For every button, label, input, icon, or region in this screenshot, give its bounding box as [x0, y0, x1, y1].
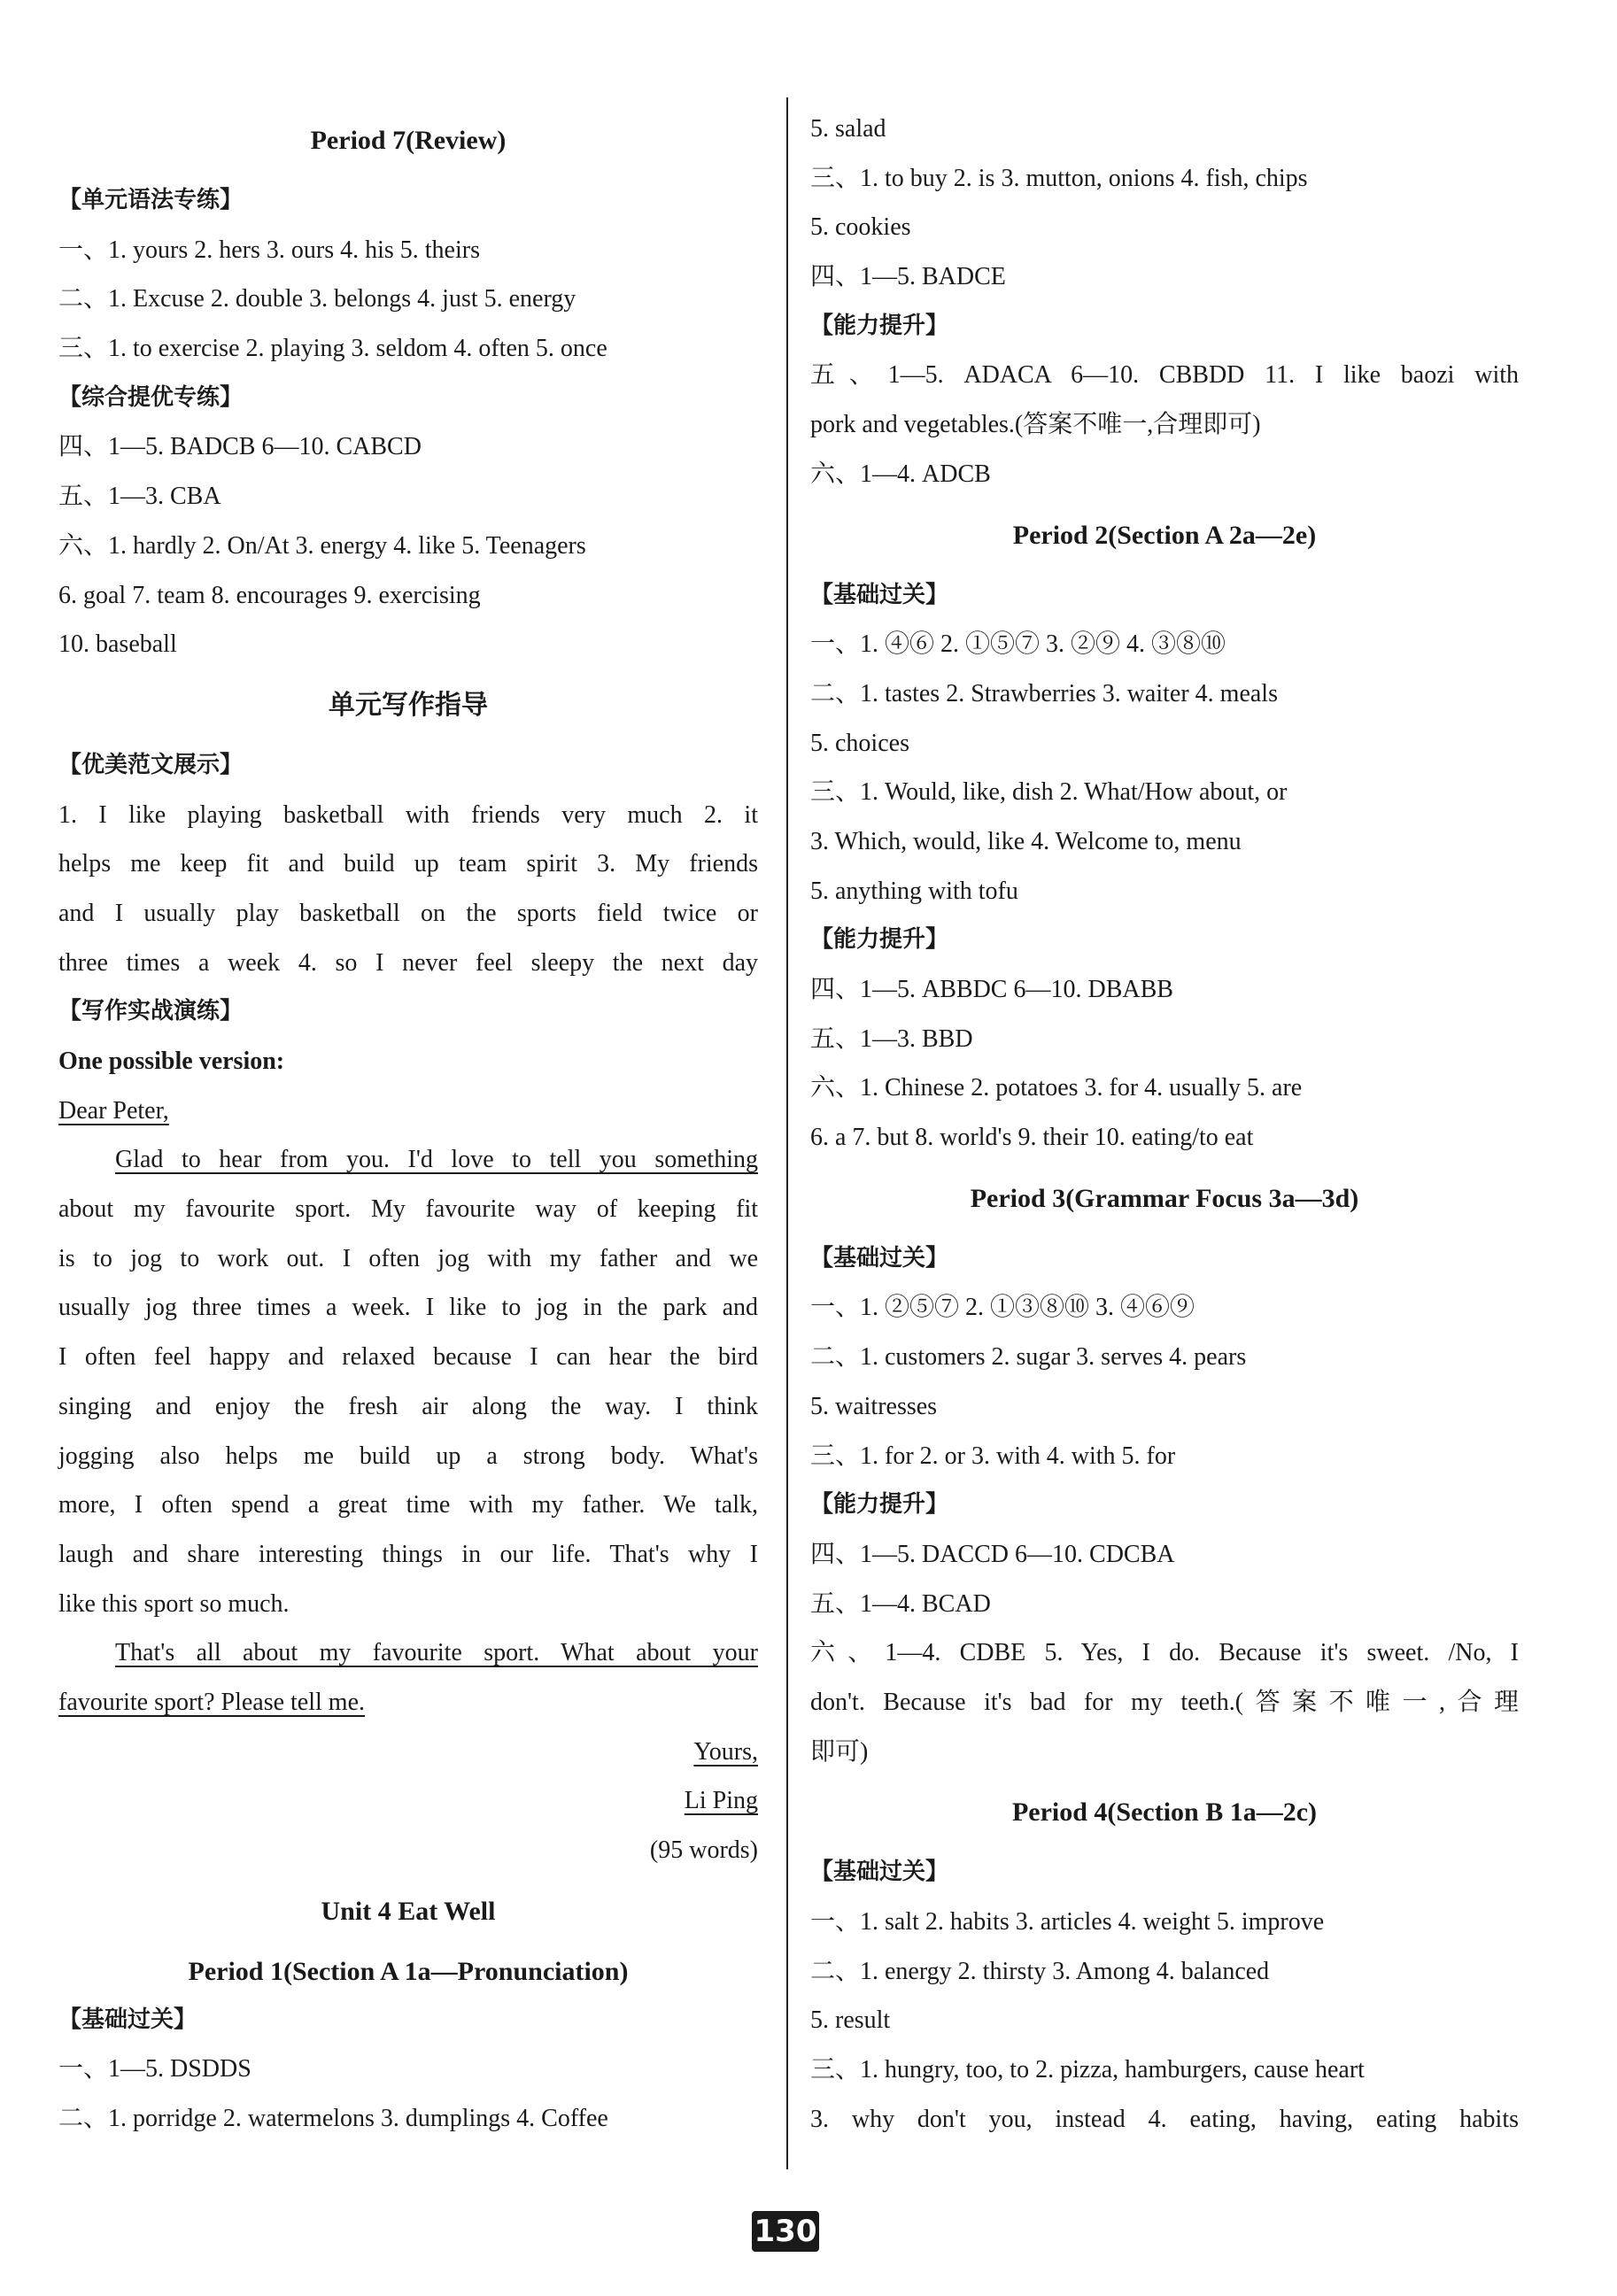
answer-line: 三、1. Would, like, dish 2. What/How about, or	[810, 778, 1288, 807]
answer-line: 5. salad	[810, 115, 886, 143]
answer-line: One possible version:	[58, 1048, 285, 1075]
answer-line: 5. waitresses	[810, 1392, 938, 1420]
right-column	[810, 104, 1519, 2144]
section-heading: 【基础过关】	[810, 581, 949, 608]
answer-line: 6. a 7. but 8. world's 9. their 10. eating/to eat	[810, 1124, 1254, 1152]
answer-line: 六、1. Chinese 2. potatoes 3. for 4. usually 5. are	[810, 1074, 1303, 1102]
section-heading: 【单元语法专练】	[58, 187, 244, 213]
section-heading: 【基础过关】	[810, 1859, 949, 1886]
page-number: 130	[752, 2211, 819, 2252]
section-title: Period 2(Section A 2a—2e)	[1012, 520, 1317, 550]
section-title: Period 3(Grammar Focus 3a—3d)	[970, 1183, 1359, 1213]
answer-line: and I usually play basketball on the sports field twice or	[58, 899, 758, 927]
answer-line: helps me keep fit and build up team spirit 3. My friends	[58, 850, 758, 878]
answer-line: Glad to hear from you. I'd love to tell you something	[115, 1146, 758, 1174]
section-subtitle: Period 1(Section A 1a—Pronunciation)	[188, 1956, 629, 1986]
answer-line: 五、1—5. ADACA 6—10. CBBDD 11. I like baozi with	[810, 361, 1519, 390]
answer-line: 5. result	[810, 2006, 891, 2035]
answer-line: I often feel happy and relaxed because I can hear the bird	[58, 1343, 758, 1372]
section-heading: 【写作实战演练】	[58, 998, 244, 1025]
section-title: 单元写作指导	[329, 690, 488, 720]
answer-line: about my favourite sport. My favourite way of keeping fit	[58, 1195, 758, 1224]
answer-line: 五、1—3. BBD	[810, 1024, 973, 1053]
section-title: Period 4(Section B 1a—2c)	[1011, 1797, 1318, 1828]
answer-line: 一、1—5. DSDDS	[58, 2055, 251, 2083]
answer-line: jogging also helps me build up a strong body. What's	[58, 1442, 758, 1470]
section-heading: 【能力提升】	[810, 926, 949, 954]
answer-line: 二、1. energy 2. thirsty 3. Among 4. balanced	[810, 1957, 1270, 1985]
answer-line: 二、1. porridge 2. watermelons 3. dumplings 4. Coffee	[58, 2105, 608, 2133]
section-heading: 【能力提升】	[810, 312, 949, 339]
answer-line: Dear Peter,	[58, 1096, 169, 1125]
answer-line: 三、1. for 2. or 3. with 4. with 5. for	[810, 1442, 1176, 1470]
answer-line: 1. I like playing basketball with friends very much 2. it	[58, 800, 758, 829]
answer-line: 二、1. tastes 2. Strawberries 3. waiter 4. meals	[810, 679, 1278, 707]
left-column	[58, 104, 758, 2144]
answer-line: 四、1—5. BADCE	[810, 263, 1006, 291]
answer-line: 六、1—4. ADCB	[810, 460, 991, 488]
answer-line: 一、1. ④⑥ 2. ①⑤⑦ 3. ②⑨ 4. ③⑧⑩	[810, 630, 1226, 659]
answer-line: 三、1. to exercise 2. playing 3. seldom 4. often 5. once	[58, 335, 607, 363]
section-title: Period 7(Review)	[310, 126, 507, 155]
answer-line: 即可)	[810, 1737, 869, 1766]
answer-line: 三、1. to buy 2. is 3. mutton, onions 4. fish, chips	[810, 164, 1308, 192]
answer-line: laugh and share interesting things in our life. That's why I	[58, 1540, 758, 1568]
answer-line: 10. baseball	[58, 630, 177, 659]
answer-line: 3. why don't you, instead 4. eating, having, eating habits	[810, 2105, 1519, 2133]
answer-line: 六、1—4. CDBE 5. Yes, I do. Because it's sweet. /No, I	[810, 1639, 1519, 1667]
answer-line: 5. choices	[810, 729, 909, 757]
answer-line: That's all about my favourite sport. What about your	[115, 1639, 758, 1667]
answer-line: like this sport so much.	[58, 1589, 290, 1618]
section-heading: 【基础过关】	[810, 1244, 949, 1272]
answer-line: 四、1—5. BADCB 6—10. CABCD	[58, 433, 422, 461]
answer-line: 一、1. salt 2. habits 3. articles 4. weight 5. improve	[810, 1908, 1325, 1936]
answer-line: 五、1—4. BCAD	[810, 1589, 991, 1618]
answer-line: 二、1. Excuse 2. double 3. belongs 4. just 5. energy	[58, 285, 576, 313]
answer-line: don't. Because it's bad for my teeth.(答案不唯一,合理	[810, 1688, 1519, 1716]
answer-line: 五、1—3. CBA	[58, 483, 221, 511]
column-divider	[786, 97, 788, 2169]
answer-line: singing and enjoy the fresh air along the way. I think	[58, 1392, 758, 1420]
answer-line: 四、1—5. DACCD 6—10. CDCBA	[810, 1540, 1175, 1568]
answer-line: 六、1. hardly 2. On/At 3. energy 4. like 5. Teenagers	[58, 531, 586, 560]
answer-line: Yours,	[693, 1737, 758, 1766]
answer-line: 三、1. hungry, too, to 2. pizza, hamburgers, cause heart	[810, 2056, 1365, 2084]
answer-line: 一、1. ②⑤⑦ 2. ①③⑧⑩ 3. ④⑥⑨	[810, 1294, 1195, 1322]
answer-line: Li Ping	[684, 1787, 758, 1815]
answer-line: pork and vegetables.(答案不唯一,合理即可)	[810, 411, 1261, 439]
answer-line: 3. Which, would, like 4. Welcome to, menu	[810, 827, 1242, 855]
answer-line: 6. goal 7. team 8. encourages 9. exercising	[58, 581, 481, 609]
section-heading: 【优美范文展示】	[58, 751, 244, 778]
answer-line: more, I often spend a great time with my father. We talk,	[58, 1491, 758, 1519]
answer-line: 5. cookies	[810, 213, 911, 242]
answer-line: (95 words)	[649, 1836, 758, 1864]
section-heading: 【综合提优专练】	[58, 383, 244, 411]
answer-line: three times a week 4. so I never feel sleepy the next day	[58, 948, 758, 977]
answer-line: 一、1. yours 2. hers 3. ours 4. his 5. theirs	[58, 236, 480, 264]
answer-line: 四、1—5. ABBDC 6—10. DBABB	[810, 976, 1173, 1003]
section-heading: 【能力提升】	[810, 1491, 949, 1519]
answer-line: usually jog three times a week. I like to jog in the park and	[58, 1294, 758, 1322]
section-heading: 【基础过关】	[58, 2006, 197, 2033]
answer-line: 二、1. customers 2. sugar 3. serves 4. pears	[810, 1343, 1247, 1372]
answer-line: is to jog to work out. I often jog with my father and we	[58, 1244, 758, 1272]
answer-line: favourite sport? Please tell me.	[58, 1688, 365, 1716]
answer-line: 5. anything with tofu	[810, 877, 1018, 905]
section-title: Unit 4 Eat Well	[321, 1896, 496, 1926]
